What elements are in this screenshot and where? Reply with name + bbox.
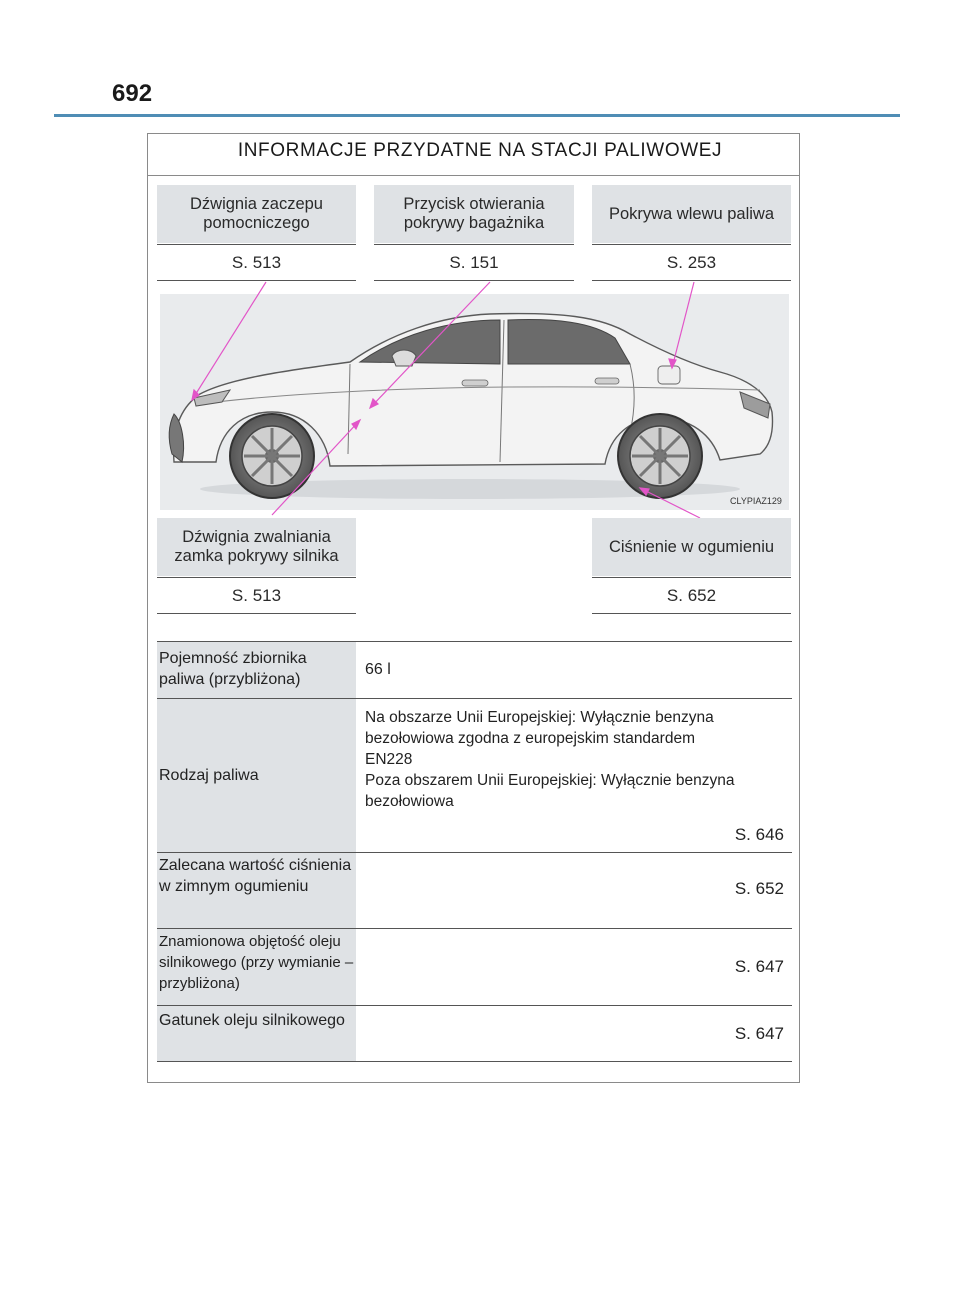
- row-ref[interactable]: S. 652: [734, 879, 784, 898]
- value-line: Poza obszarem Unii Europejskiej: Wyłącznie benzyna: [365, 772, 735, 789]
- section-title: INFORMACJE PRZYDATNE NA STACJI PALIWOWEJ: [237, 140, 723, 161]
- callout-divider: [592, 244, 791, 245]
- table-row: [157, 1005, 792, 1062]
- vehicle-illustration: [160, 294, 789, 510]
- callout-trunk-button-label: Przycisk otwierania pokrywy bagażnika: [374, 185, 574, 243]
- row-ref[interactable]: S. 647: [734, 957, 784, 976]
- callout-tire-pressure-ref[interactable]: S. 652: [666, 586, 717, 605]
- callout-divider: [157, 613, 356, 614]
- illustration-code: CLYPIAZ129: [730, 496, 782, 506]
- table-row: [157, 641, 792, 699]
- header-rule: [54, 114, 900, 117]
- callout-fuel-door-ref[interactable]: S. 253: [666, 253, 717, 272]
- car-side-view: [160, 294, 789, 510]
- table-row: [157, 852, 792, 929]
- value-line: EN228: [365, 751, 413, 768]
- callout-divider: [592, 577, 791, 578]
- page-number: 692: [112, 80, 153, 107]
- callout-divider: [157, 577, 356, 578]
- callout-tire-pressure-label: Ciśnienie w ogumieniu: [592, 518, 791, 576]
- callout-hood-release-ref[interactable]: S. 513: [231, 586, 282, 605]
- callout-trunk-button-ref[interactable]: S. 151: [449, 253, 499, 272]
- row-ref[interactable]: S. 647: [734, 1024, 784, 1043]
- callout-divider: [374, 244, 574, 245]
- value-line: Na obszarze Unii Europejskiej: Wyłącznie benzyna: [365, 709, 714, 726]
- row-ref[interactable]: S. 646: [734, 825, 784, 844]
- callout-hood-hook-label: Dźwignia zaczepu pomocniczego: [157, 185, 356, 243]
- table-row: [157, 928, 792, 1006]
- callout-hood-release-label: Dźwignia zwalniania zamka pokrywy silnika: [157, 518, 356, 576]
- value-line: bezołowiowa: [365, 793, 454, 810]
- row-label: Zalecana wartość ciśnienia w zimnym ogumieniu: [157, 853, 356, 929]
- callout-fuel-door-label: Pokrywa wlewu paliwa: [592, 185, 791, 243]
- callout-divider: [157, 244, 356, 245]
- row-label: Znamionowa objętość oleju silnikowego (przy wymianie – przybliżona): [157, 929, 356, 1006]
- table-row: [157, 698, 792, 853]
- row-label: Rodzaj paliwa: [157, 699, 356, 853]
- callout-divider: [592, 280, 791, 281]
- callout-hood-hook-ref[interactable]: S. 513: [231, 253, 282, 272]
- value-line: bezołowiowa zgodna z europejskim standardem: [365, 730, 695, 747]
- callout-divider: [374, 280, 574, 281]
- table-bottom-rule: [157, 1061, 792, 1062]
- title-divider: [148, 175, 799, 176]
- row-value: 66 l: [365, 661, 391, 678]
- row-label: Gatunek oleju silnikowego: [157, 1006, 356, 1062]
- callout-divider: [592, 613, 791, 614]
- row-value: [365, 707, 792, 812]
- row-label: Pojemność zbiornika paliwa (przybliżona): [157, 642, 356, 699]
- callout-divider: [157, 280, 356, 281]
